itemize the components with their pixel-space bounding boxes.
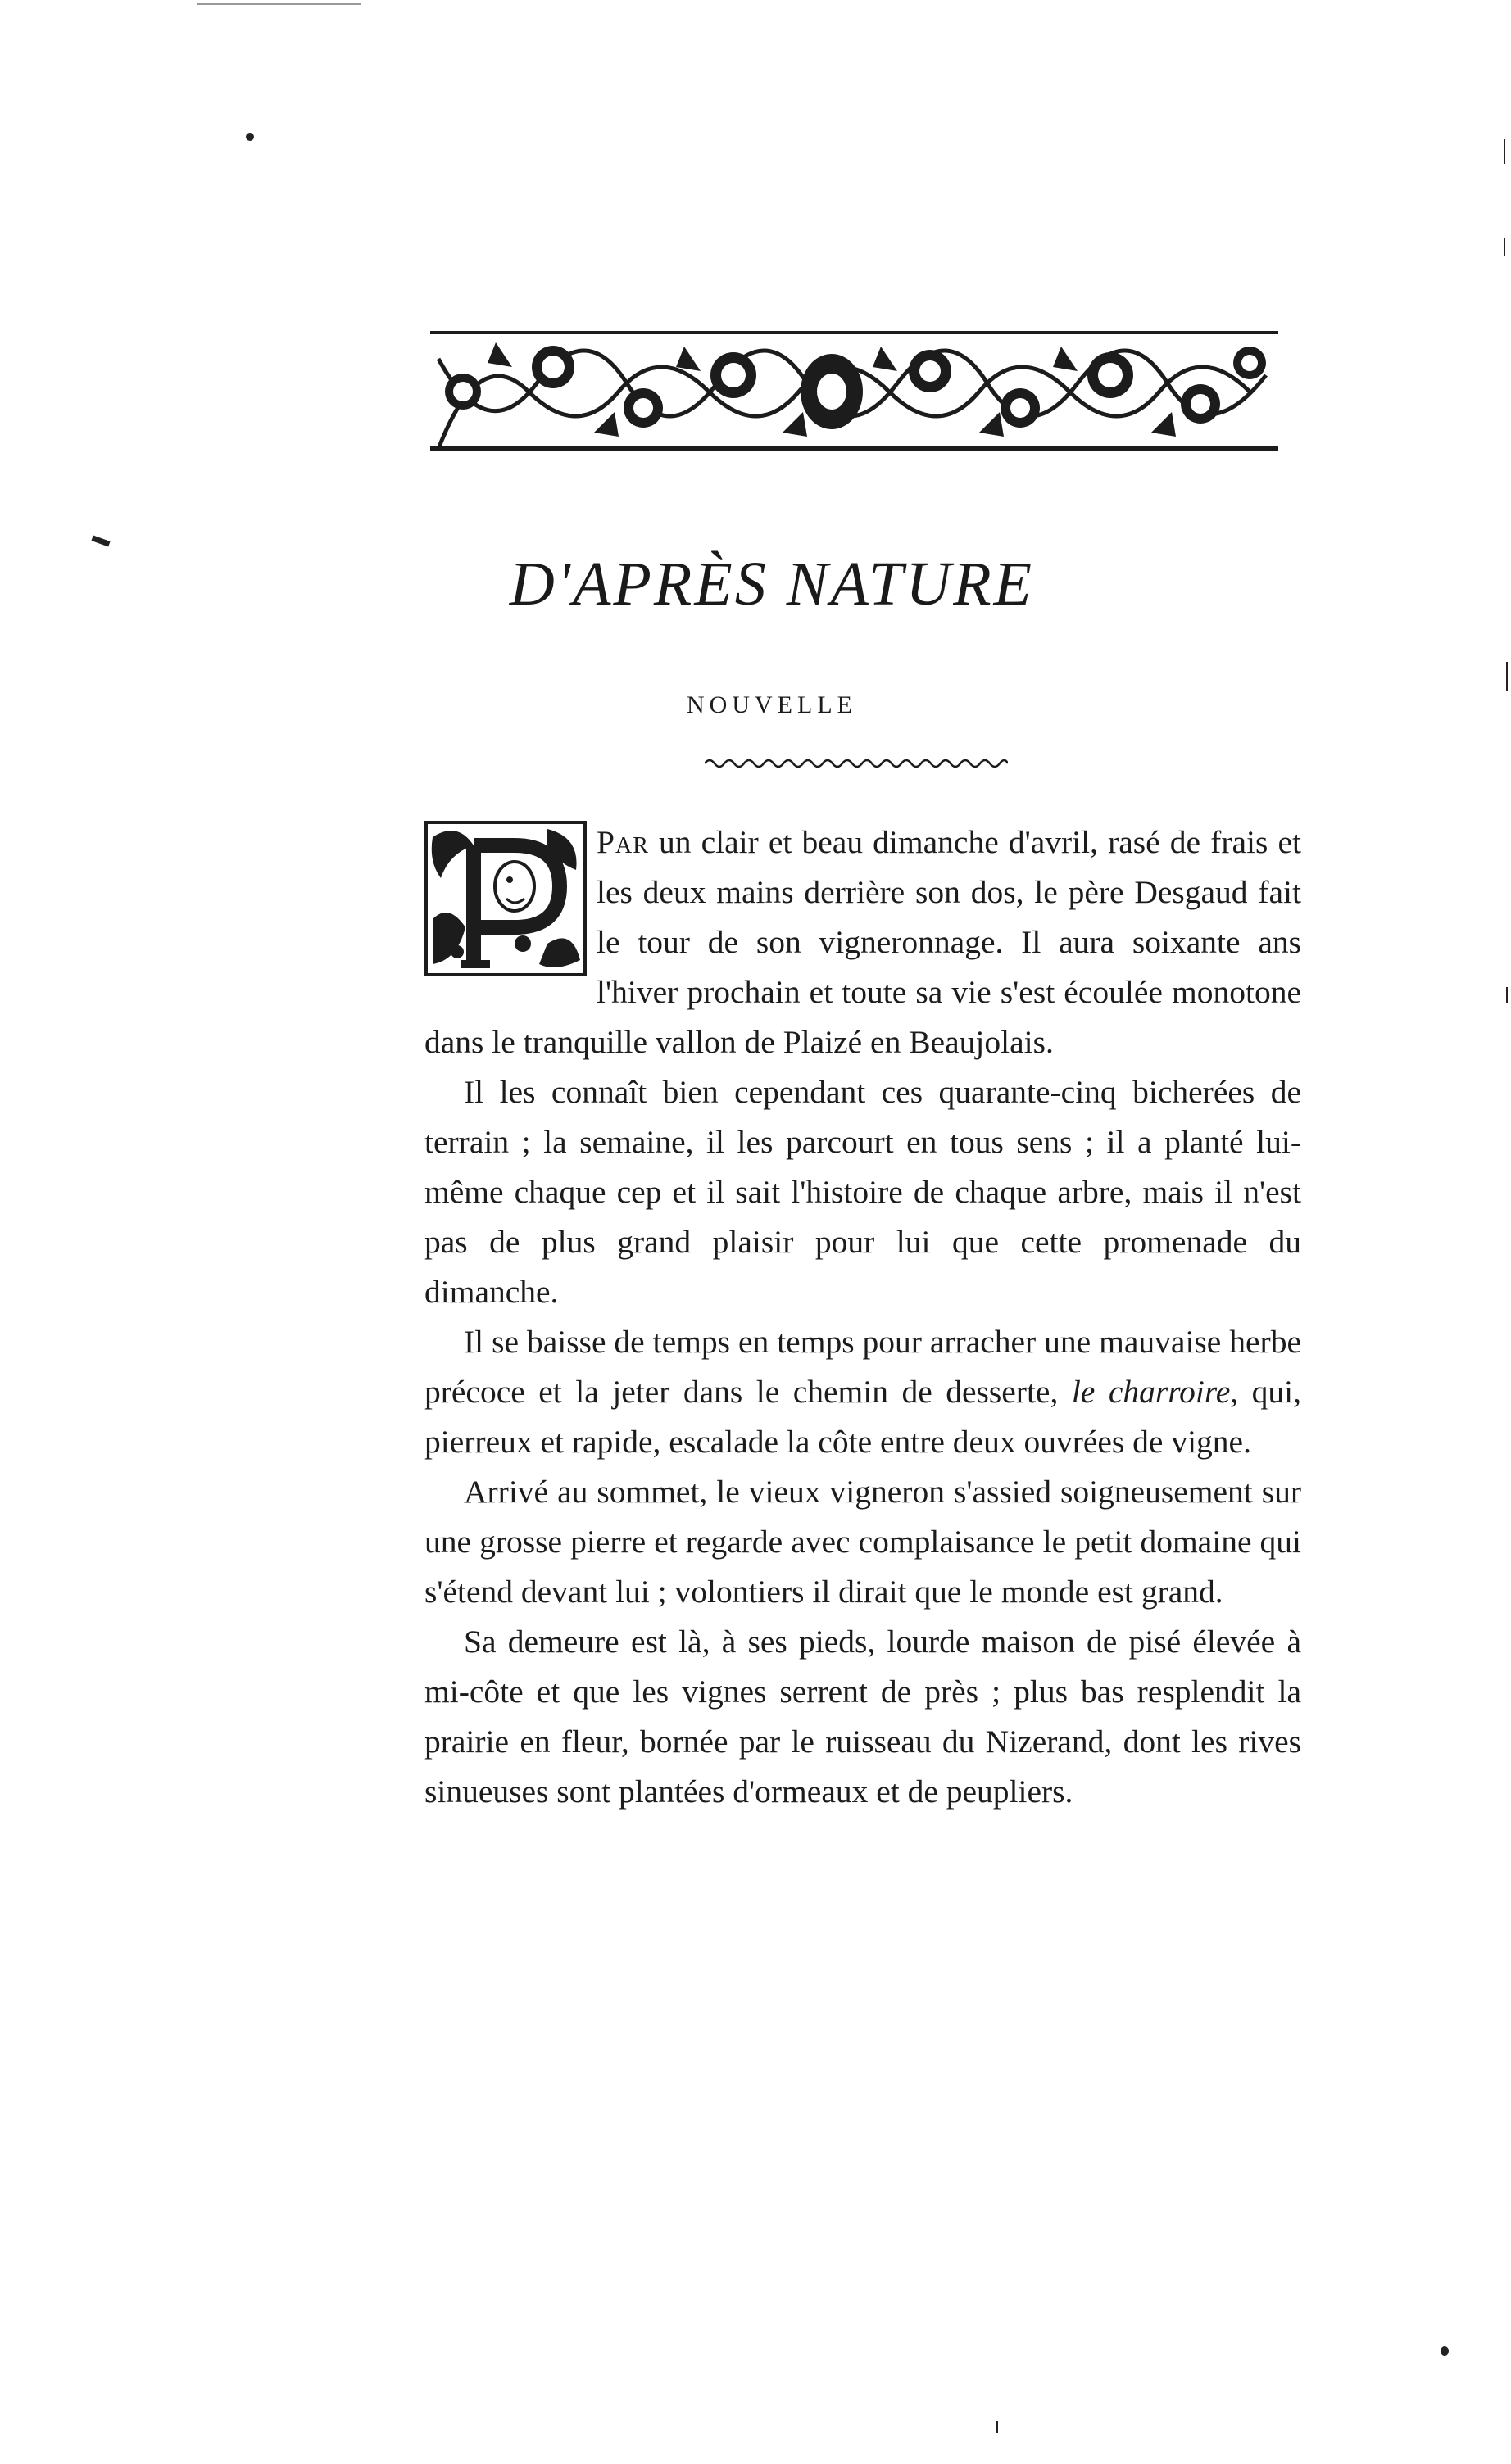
ink-speck [246,133,254,141]
page-title: D'APRÈS NATURE [509,550,1035,618]
ink-mark [1504,238,1505,256]
page-subtitle: NOUVELLE [687,691,857,718]
story-text [424,818,1301,1817]
ink-mark [1506,987,1508,1003]
wavy-rule-divider [705,755,1008,772]
floral-headpiece [430,326,1278,455]
paragraph-1-text: un clair et beau dimanche d'avril, rasé de frais et les deux mains derrière son dos, le père Desgaud fait le tour de son vigneronnage. Il aura soixante ans l'hiver prochain et toute sa vie s'est écoulée monotone dans le tranquille vallon de Plaizé en Beaujolais. [424,824,1301,1060]
paragraph-3-text-a: Il se baisse de temps en temps pour arracher une mauvaise herbe précoce et la jeter dans le chemin de desserte, [424,1324,1301,1410]
paragraph-3-italic: le charroire [1071,1374,1231,1410]
top-edge-line [197,3,361,5]
paragraph-3-text-b: , qui, pierreux et rapide, escalade la côte entre deux ouvrées de vigne. [424,1374,1302,1460]
ink-mark [1504,139,1505,164]
ornamental-initial-icon [424,821,587,976]
paragraph-5: Sa demeure est là, à ses pieds, lourde maison de pisé élevée à mi-côte et que les vignes serrent de près ; plus bas resplendit la prairie en fleur, bornée par le ruisseau du Nizerand, dont les rives sinueuses sont plantées d'ormeaux et de peupliers. [424,1624,1301,1810]
paragraph-2: Il les connaît bien cependant ces quarante-cinq bicherées de terrain ; la semaine, il les parcourt en tous sens ; il a planté lui-même chaque cep et il sait l'histoire de chaque arbre, mais il n'est pas de plus grand plaisir pour lui que cette promenade du dimanche. [424,1074,1301,1310]
ink-speck [1441,2346,1449,2356]
paragraph-3 [424,1317,1301,1467]
ink-mark [1506,662,1508,691]
ink-mark [996,2421,998,2433]
paragraph-4: Arrivé au sommet, le vieux vigneron s'assied soigneusement sur une grosse pierre et regarde avec complaisance le petit domaine qui s'étend devant lui ; volontiers il dirait que le monde est grand. [424,1474,1301,1610]
lead-word: Par [597,824,649,860]
ink-mark [91,535,110,546]
paragraph-1 [424,818,1301,1067]
